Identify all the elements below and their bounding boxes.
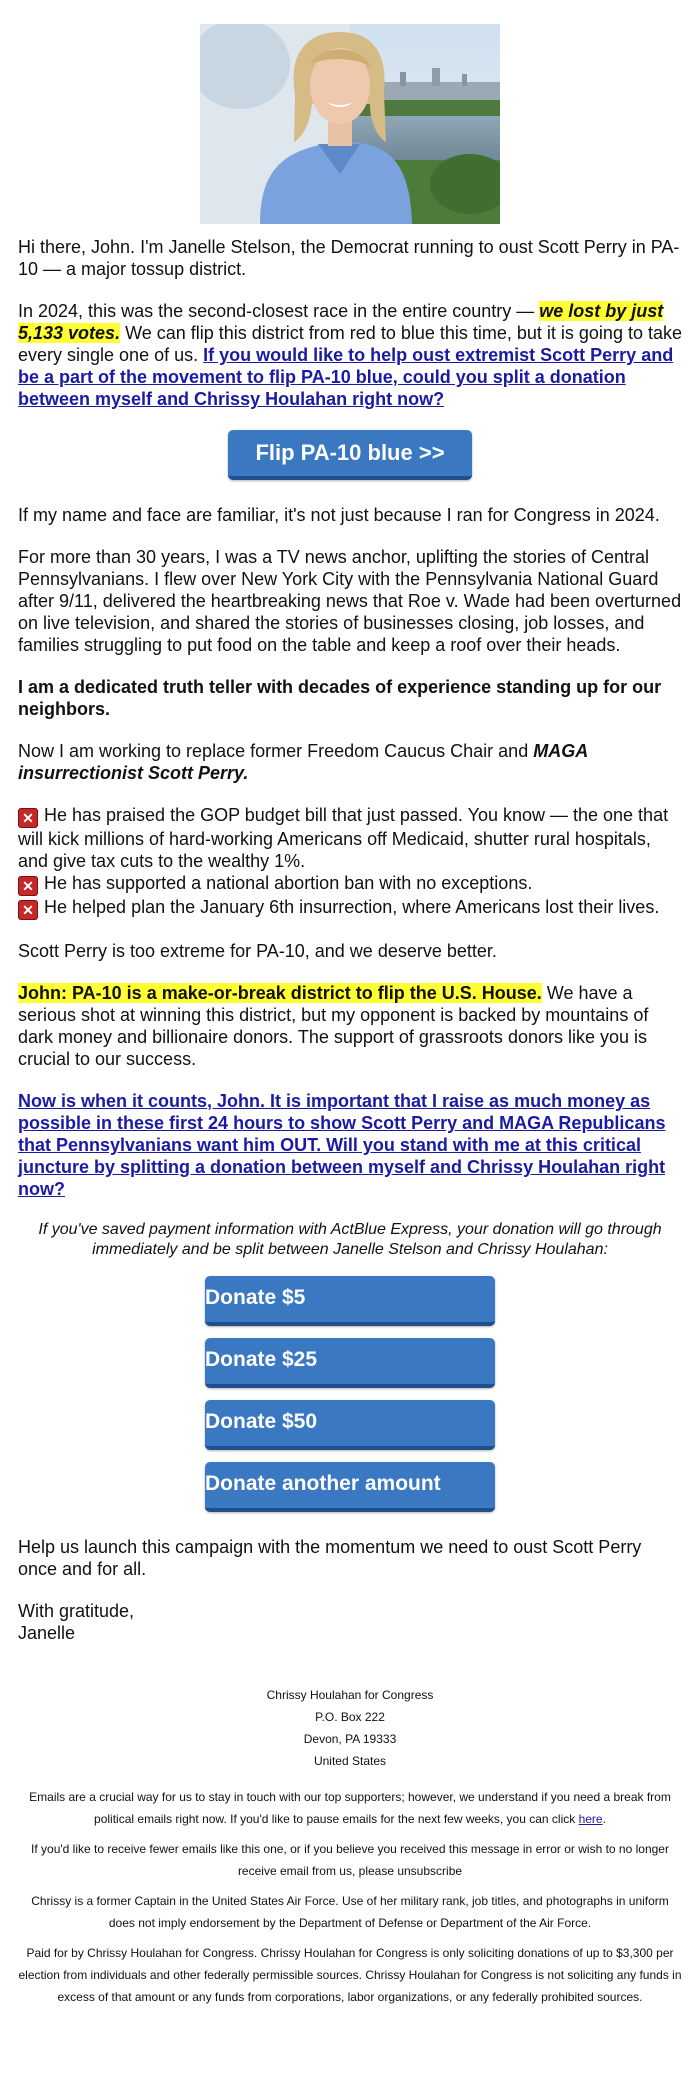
address-line: Devon, PA 19333 (303, 1732, 397, 1746)
too-extreme-paragraph: Scott Perry is too extreme for PA-10, and we deserve better. (18, 941, 497, 961)
address-line: P.O. Box 222 (315, 1710, 385, 1724)
make-or-break-paragraph (18, 982, 682, 1070)
truth-teller-paragraph (18, 676, 682, 720)
replace-paragraph (18, 740, 682, 784)
list-item-text: He has supported a national abortion ban with no exceptions. (44, 873, 533, 893)
make-or-break-text: We have a serious shot at winning this district, but my opponent is backed by mountains of dark money and billionaire donors. The support of grassroots donors like you is crucial to our success. (18, 983, 649, 1069)
footer-address (18, 1684, 682, 1772)
familiar-paragraph: If my name and face are familiar, it's not just because I ran for Congress in 2024. (18, 505, 660, 525)
race-paragraph (18, 300, 682, 410)
candidate-photo (200, 24, 500, 224)
email-body (18, 0, 682, 2008)
red-x-icon: ✕ (18, 900, 38, 920)
flip-pa10-button[interactable]: Flip PA-10 blue >> (228, 430, 472, 480)
launch-paragraph: Help us launch this campaign with the momentum we need to oust Scott Perry once and for all. (18, 1537, 642, 1579)
donate-button-group (18, 1276, 682, 1512)
paid-for-disclaimer: Paid for by Chrissy Houlahan for Congress. Chrissy Houlahan for Congress is only soliciting donations of up to $3,300 per election from individuals and other federally permissible sources. Chrissy Houlahan for Congress is not soliciting any funds in excess of that amount or any funds from corporations, labor organizations, or any federally prohibited sources. (18, 1946, 682, 2004)
replace-text: Now I am working to replace former Freedom Caucus Chair and (18, 741, 534, 761)
make-or-break-highlight: John: PA-10 is a make-or-break district to flip the U.S. House. (18, 983, 542, 1003)
address-line: United States (313, 1754, 387, 1768)
address-line: Chrissy Houlahan for Congress (266, 1688, 434, 1702)
votes-highlight: we lost by just 5,133 votes. (18, 301, 664, 343)
red-x-icon: ✕ (18, 876, 38, 896)
list-item-text: He has praised the GOP budget bill that just passed. You know — the one that will kick millions of hard-working Americans off Medicaid, shutter rural hospitals, and give tax cuts to the wealthy 1%. (18, 805, 669, 871)
signoff (18, 1600, 682, 1644)
unsubscribe-text: If you'd like to receive fewer emails like this one, or if you believe you received this message in error or wish to no longer receive email from us, please unsubscribe (31, 1842, 669, 1878)
list-item-text: He helped plan the January 6th insurrection, where Americans lost their lives. (44, 897, 660, 917)
actblue-express-note: If you've saved payment information with ActBlue Express, your donation will go through immediately and be split between Janelle Stelson and Chrissy Houlahan: (38, 1221, 662, 1258)
truth-teller-text: I am a dedicated truth teller with decades of experience standing up for our neighbors. (18, 677, 662, 719)
pause-here-link[interactable]: here (578, 1812, 603, 1826)
red-x-icon: ✕ (18, 808, 38, 828)
military-disclaimer: Chrissy is a former Captain in the United States Air Force. Use of her military rank, job titles, and photographs in uniform does not imply endorsement by the Department of Defense or Department of the Air Force. (31, 1894, 669, 1930)
pause-text-end: . (602, 1812, 606, 1826)
first-24-hours-link[interactable]: Now is when it counts, John. It is important that I raise as much money as possible in these first 24 hours to show Scott Perry and MAGA Republicans that Pennsylvanians want him OUT. Will you stand with me at this critical juncture by splitting a donation between myself and Chrissy Houlahan right now? (18, 1091, 666, 1199)
main-cta-wrap (18, 430, 682, 480)
donate-other-button[interactable]: Donate another amount (205, 1462, 495, 1512)
signoff-name: Janelle (18, 1623, 76, 1643)
footer (18, 1684, 682, 2008)
race-text-cont: We can flip this district from red to blue this time, but it is going to take every single one of us. (18, 323, 682, 365)
pause-text: Emails are a crucial way for us to stay in touch with our top supporters; however, we understand if you need a break from political emails right now. If you'd like to pause emails for the next few weeks, you can click (29, 1790, 671, 1826)
list-item (18, 872, 682, 896)
pause-emails-text (18, 1786, 682, 1830)
bio-paragraph: For more than 30 years, I was a TV news anchor, uplifting the stories of Central Pennsylvanians. I flew over New York City with the Pennsylvania National Guard after 9/11, delivered the heartbreaking news that Roe v. Wade had been overturned on live television, and shared the stories of businesses closing, job losses, and families struggling to put food on the table and keep a roof over their heads. (18, 547, 682, 655)
intro-paragraph: Hi there, John. I'm Janelle Stelson, the Democrat running to oust Scott Perry in PA-10 — a major tossup district. (18, 237, 680, 279)
split-donation-link[interactable]: If you would like to help oust extremist Scott Perry and be a part of the movement to flip PA-10 blue, could you split a donation between myself and Chrissy Houlahan right now? (18, 345, 674, 409)
signoff-line: With gratitude, (18, 1601, 135, 1621)
race-text: In 2024, this was the second-closest race in the entire country — (18, 301, 540, 321)
counts-paragraph (18, 1090, 682, 1200)
list-item (18, 804, 682, 872)
donate-25-button[interactable]: Donate $25 (205, 1338, 495, 1388)
donate-5-button[interactable]: Donate $5 (205, 1276, 495, 1326)
donate-50-button[interactable]: Donate $50 (205, 1400, 495, 1450)
list-item (18, 896, 682, 920)
maga-text: MAGA insurrectionist Scott Perry. (18, 741, 588, 783)
perry-record-list (18, 804, 682, 920)
